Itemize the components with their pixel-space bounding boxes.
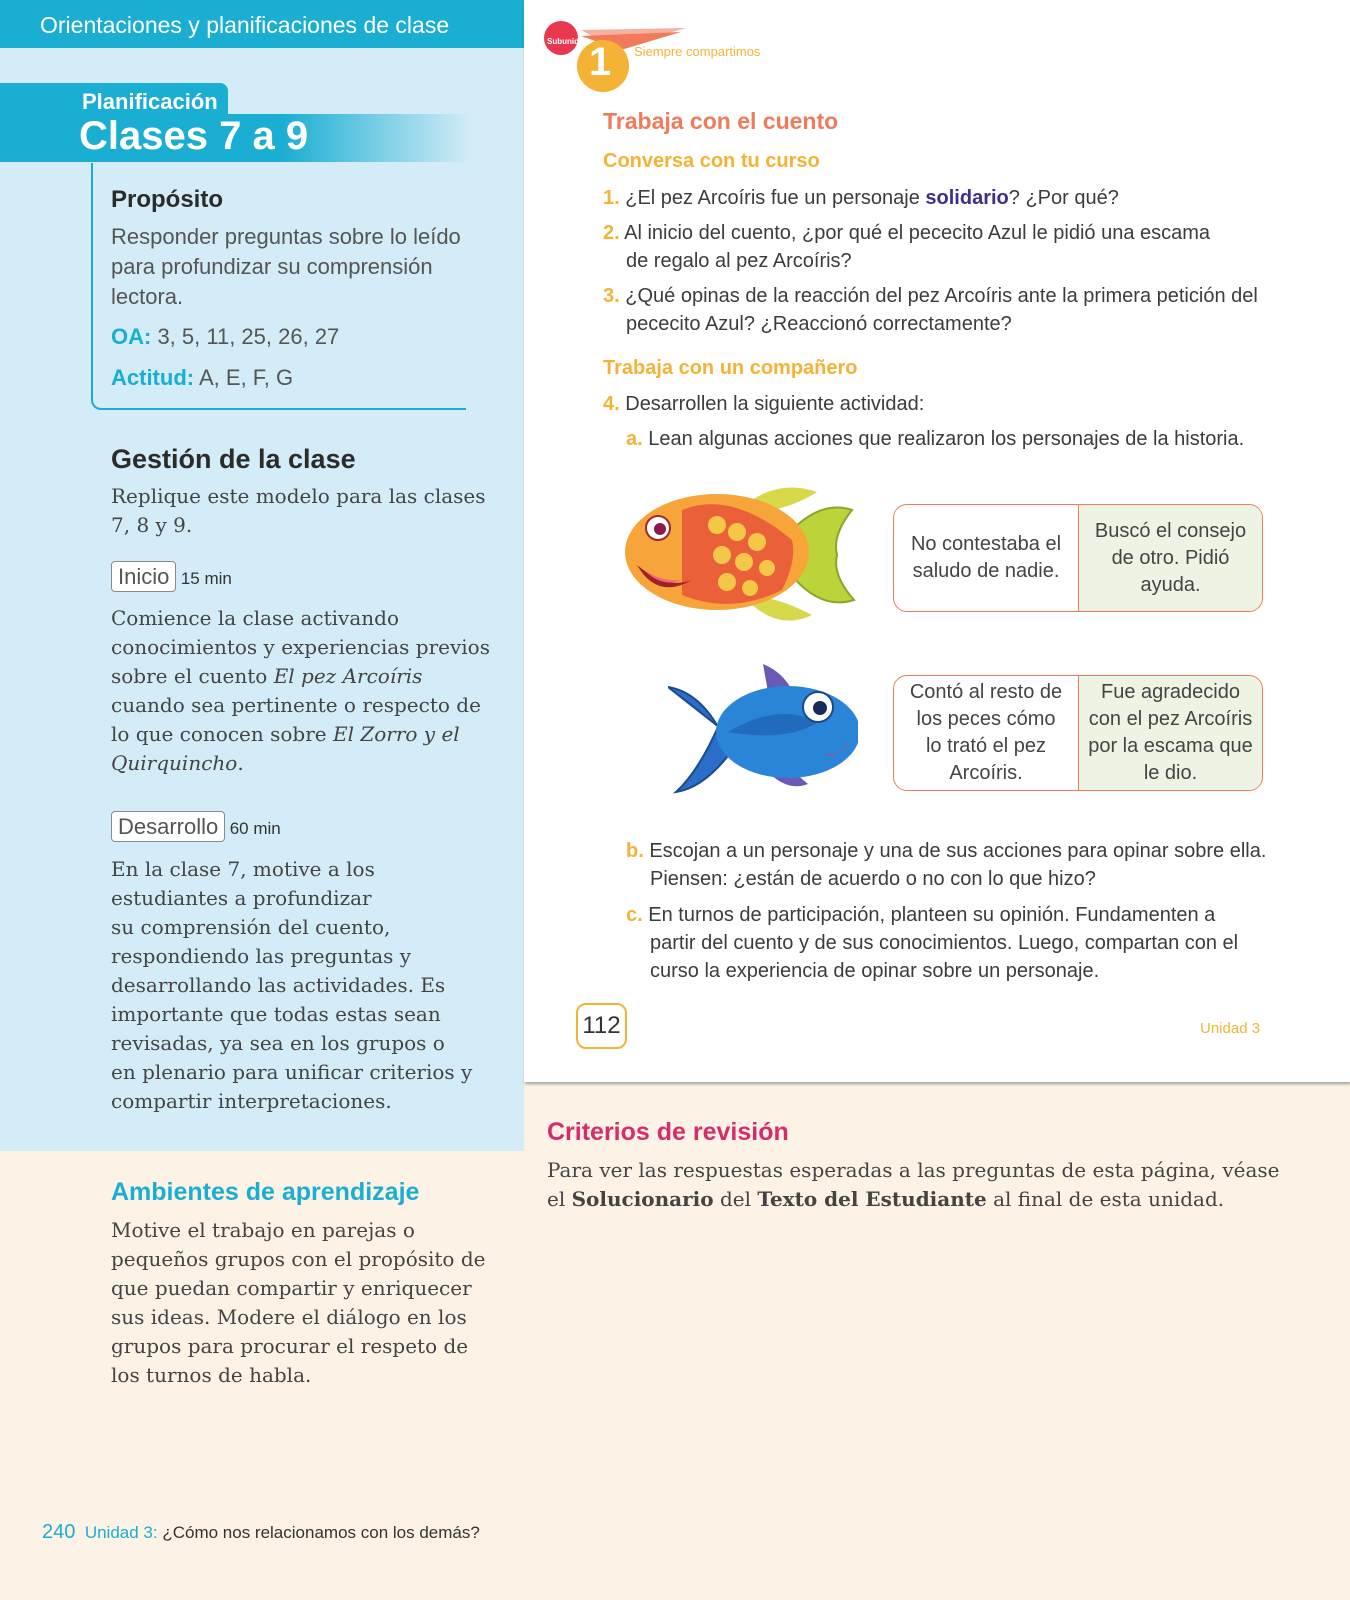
inicio-text bbox=[111, 604, 490, 778]
action-cell bbox=[894, 676, 1078, 790]
item-text: Lean algunas acciones que realizaron los personajes de la historia. bbox=[642, 428, 1245, 450]
item-text: partir del cuento y de sus conocimientos. Luego, compartan con el bbox=[650, 932, 1239, 954]
desarrollo-line: en plenario para unificar criterios y bbox=[111, 1060, 473, 1084]
subunidad-title: Siempre compartimos bbox=[634, 44, 761, 59]
question-number: 1. bbox=[603, 187, 620, 209]
oa-line bbox=[111, 322, 339, 352]
rainbow-fish-illustration bbox=[622, 480, 884, 630]
desarrollo-line: revisadas, ya sea en los grupos o bbox=[111, 1031, 445, 1055]
subunidad-label: Subunidad bbox=[547, 37, 589, 46]
item-text: Escojan a un personaje y una de sus acciones para opinar sobre ella. bbox=[643, 840, 1267, 862]
ambientes-line: Motive el trabajo en parejas o bbox=[111, 1218, 415, 1242]
action-text: con el pez Arcoíris bbox=[1088, 708, 1253, 730]
action-cell bbox=[1078, 505, 1262, 611]
item-letter: a. bbox=[626, 428, 643, 450]
inicio-fragment: lo que conocen sobre bbox=[111, 722, 333, 746]
texto-estudiante-bold: Texto del Estudiante bbox=[757, 1187, 987, 1211]
criterios-line: Para ver las respuestas esperadas a las preguntas de esta página, véase bbox=[547, 1158, 1280, 1182]
inicio-fragment: sobre el cuento bbox=[111, 664, 274, 688]
criterios-fragment: el bbox=[547, 1187, 572, 1211]
book-page-number: 112 bbox=[576, 1003, 627, 1049]
question-text: pececito Azul? ¿Reaccionó correctamente? bbox=[626, 313, 1012, 335]
question-text: ¿Qué opinas de la reacción del pez Arcoíris ante la primera petición del bbox=[619, 285, 1258, 307]
companero-heading: Trabaja con un compañero bbox=[603, 357, 858, 379]
oa-value: 3, 5, 11, 25, 26, 27 bbox=[151, 324, 340, 349]
item-letter: b. bbox=[626, 840, 644, 862]
ambientes-title: Ambientes de aprendizaje bbox=[111, 1178, 420, 1206]
keyword-solidario: solidario bbox=[925, 187, 1009, 209]
actitud-label: Actitud: bbox=[111, 365, 195, 390]
conversa-heading: Conversa con tu curso bbox=[603, 150, 820, 172]
book-title-italic: El pez Arcoíris bbox=[273, 664, 423, 688]
action-text: Fue agradecido bbox=[1101, 681, 1240, 703]
question-text: Desarrollen la siguiente actividad: bbox=[619, 393, 925, 415]
planificacion-label: Planificación bbox=[82, 89, 218, 114]
book-title-italic: El Zorro y el bbox=[332, 722, 460, 746]
inicio-line bbox=[111, 662, 490, 691]
header-bar bbox=[0, 0, 524, 48]
proposito-line: lectora. bbox=[111, 284, 184, 309]
action-text: por la escama que bbox=[1088, 735, 1253, 757]
question-2 bbox=[603, 219, 1210, 275]
item-text: Piensen: ¿están de acuerdo o no con lo que hizo? bbox=[650, 868, 1096, 890]
header-title: Orientaciones y planificaciones de clase bbox=[40, 12, 450, 38]
desarrollo-header bbox=[111, 811, 281, 842]
plan-title: Clases 7 a 9 bbox=[79, 114, 309, 158]
question-text: ¿El pez Arcoíris fue un personaje bbox=[619, 187, 926, 209]
ambientes-line: grupos para procurar el respeto de bbox=[111, 1334, 469, 1358]
inicio-line: cuando sea pertinente o respecto de bbox=[111, 693, 481, 717]
action-text: Buscó el consejo bbox=[1094, 519, 1247, 542]
inicio-line: Comience la clase activando bbox=[111, 606, 399, 630]
ambientes-text bbox=[111, 1216, 485, 1390]
criterios-title: Criterios de revisión bbox=[547, 1118, 789, 1146]
footer-text: ¿Cómo nos relacionamos con los demás? bbox=[157, 1523, 480, 1542]
gestion-line: 7, 8 y 9. bbox=[111, 513, 193, 537]
desarrollo-line: respondiendo las preguntas y bbox=[111, 944, 412, 968]
desarrollo-line: desarrollando las actividades. Es bbox=[111, 973, 446, 997]
action-cell bbox=[894, 505, 1078, 611]
action-text: Contó al resto de bbox=[909, 681, 1063, 703]
page-footer bbox=[42, 1521, 480, 1544]
item-text: En turnos de participación, planteen su opinión. Fundamenten a bbox=[642, 904, 1216, 926]
inicio-fragment: . bbox=[237, 751, 244, 775]
action-text: de otro. Pidió bbox=[1111, 546, 1230, 569]
gestion-line: Replique este modelo para las clases bbox=[111, 484, 486, 508]
item-letter: c. bbox=[626, 904, 643, 926]
solucionario-bold: Solucionario bbox=[571, 1187, 714, 1211]
action-box-2 bbox=[893, 675, 1263, 791]
criterios-fragment: al final de esta unidad. bbox=[986, 1187, 1225, 1211]
proposito-text bbox=[111, 222, 461, 312]
action-text: lo trató el pez bbox=[925, 735, 1047, 757]
action-text: Arcoíris. bbox=[949, 762, 1023, 784]
desarrollo-line: importante que todas estas sean bbox=[111, 1002, 441, 1026]
question-number: 3. bbox=[603, 285, 620, 307]
blue-fish-illustration bbox=[668, 662, 858, 807]
section-title: Trabaja con el cuento bbox=[603, 108, 839, 134]
question-text: Al inicio del cuento, ¿por qué el pececito Azul le pidió una escama bbox=[619, 222, 1211, 244]
book-unit-label: Unidad 3 bbox=[1200, 1020, 1261, 1037]
action-text: los peces cómo bbox=[916, 708, 1056, 730]
desarrollo-badge: Desarrollo bbox=[111, 811, 225, 842]
action-box-1 bbox=[893, 504, 1263, 612]
ambientes-line: que puedan compartir y enriquecer bbox=[111, 1276, 472, 1300]
proposito-title: Propósito bbox=[111, 186, 223, 213]
question-3 bbox=[603, 282, 1258, 338]
ambientes-line: sus ideas. Modere el diálogo en los bbox=[111, 1305, 467, 1329]
proposito-line: para profundizar su comprensión bbox=[111, 254, 433, 279]
footer-unit: Unidad 3: bbox=[84, 1523, 158, 1542]
oa-label: OA: bbox=[111, 324, 152, 349]
question-number: 4. bbox=[603, 393, 620, 415]
proposito-line: Responder preguntas sobre lo leído bbox=[111, 224, 461, 249]
ambientes-line: pequeños grupos con el propósito de bbox=[111, 1247, 486, 1271]
question-text: ? ¿Por qué? bbox=[1008, 187, 1119, 209]
action-text: ayuda. bbox=[1140, 573, 1201, 596]
item-text: curso la experiencia de opinar sobre un personaje. bbox=[650, 960, 1100, 982]
inicio-line: conocimientos y experiencias previos bbox=[111, 635, 490, 659]
criterios-fragment: del bbox=[713, 1187, 758, 1211]
actitud-line bbox=[111, 363, 293, 393]
action-text: le dio. bbox=[1143, 762, 1198, 784]
book-title-italic: Quirquincho bbox=[111, 751, 238, 775]
inicio-line bbox=[111, 720, 490, 749]
desarrollo-line: En la clase 7, motive a los bbox=[111, 857, 375, 881]
inicio-line bbox=[111, 749, 490, 778]
question-text: de regalo al pez Arcoíris? bbox=[626, 250, 852, 272]
item-b bbox=[626, 837, 1266, 893]
gestion-text bbox=[111, 482, 486, 540]
item-c bbox=[626, 901, 1238, 985]
action-text: saludo de nadie. bbox=[912, 560, 1060, 582]
gestion-title: Gestión de la clase bbox=[111, 444, 356, 474]
inicio-header bbox=[111, 561, 232, 592]
question-number: 2. bbox=[603, 222, 620, 244]
action-cell bbox=[1078, 676, 1262, 790]
footer-page-number: 240 bbox=[42, 1521, 76, 1543]
inicio-time: 15 min bbox=[180, 569, 232, 588]
item-a bbox=[626, 425, 1244, 453]
desarrollo-line: compartir interpretaciones. bbox=[111, 1089, 392, 1113]
question-4 bbox=[603, 390, 924, 418]
criterios-text bbox=[547, 1156, 1280, 1214]
desarrollo-line: su comprensión del cuento, bbox=[111, 915, 391, 939]
desarrollo-text bbox=[111, 855, 472, 1116]
actitud-value: A, E, F, G bbox=[194, 365, 294, 390]
action-text: No contestaba el bbox=[910, 533, 1062, 555]
desarrollo-time: 60 min bbox=[229, 819, 281, 838]
criterios-line bbox=[547, 1185, 1280, 1214]
desarrollo-line: estudiantes a profundizar bbox=[111, 886, 372, 910]
subunidad-number: 1 bbox=[589, 40, 612, 84]
ambientes-line: los turnos de habla. bbox=[111, 1363, 312, 1387]
inicio-badge: Inicio bbox=[111, 561, 176, 592]
question-1 bbox=[603, 184, 1119, 212]
planificacion-band bbox=[0, 114, 470, 162]
